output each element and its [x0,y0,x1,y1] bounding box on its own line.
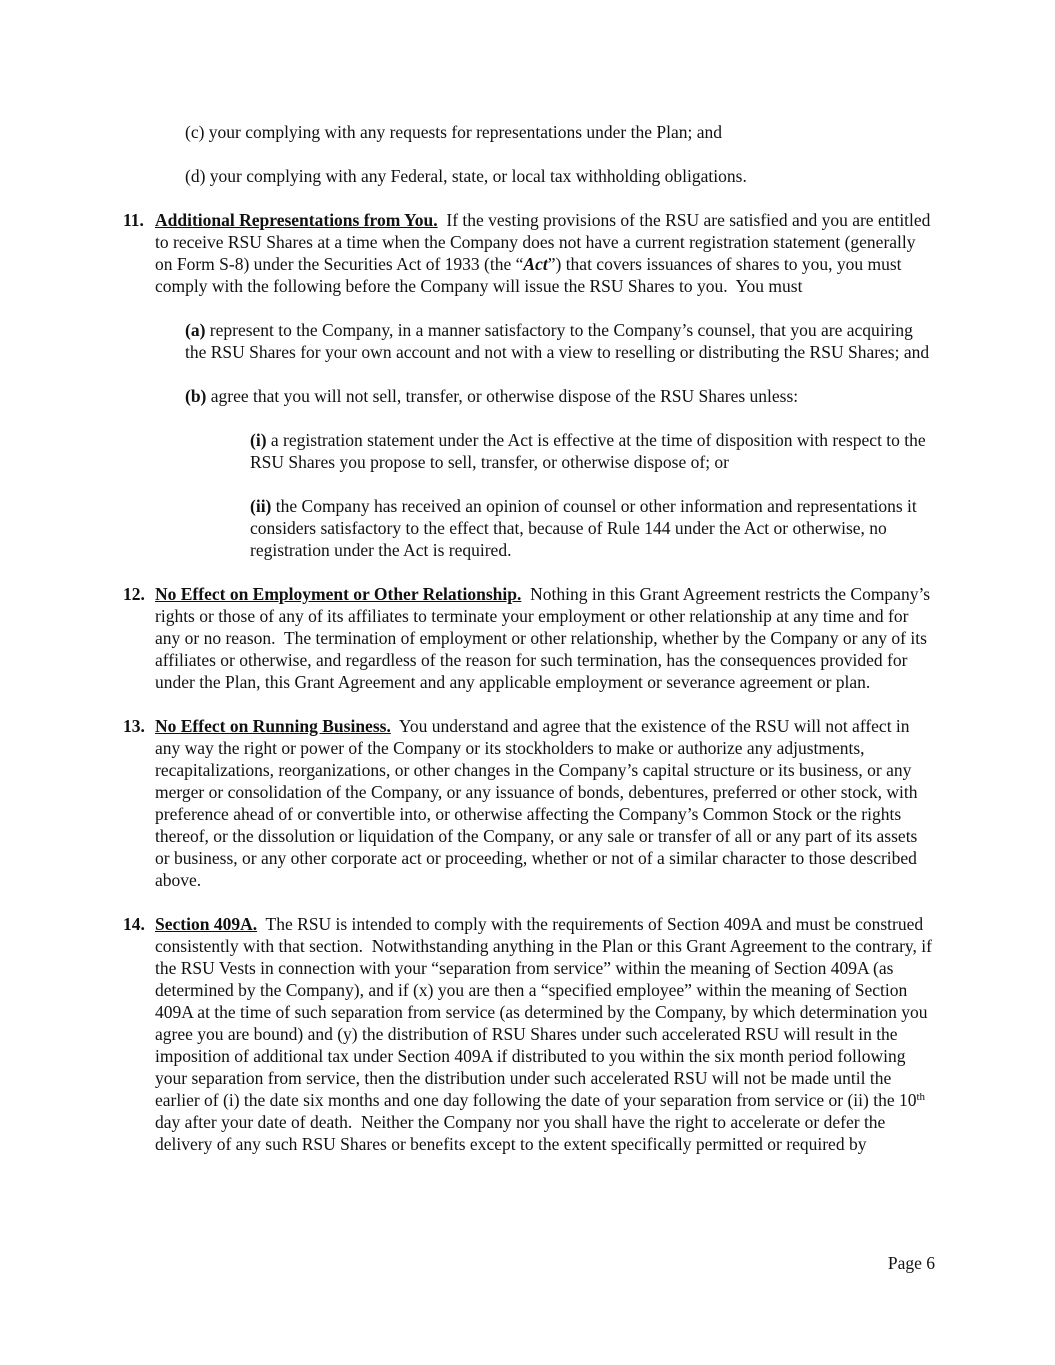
section-13-number: 13. [123,716,145,736]
sub-b-ii-marker: (ii) [250,496,272,516]
paragraph-d: (d) your complying with any Federal, state, or local tax withholding obligations. [185,166,747,186]
section-13-heading: No Effect on Running Business. [155,716,391,736]
section-11-heading: Additional Representations from You. [155,210,438,230]
section-11-sub-b-i [250,429,933,473]
section-13-body: You understand and agree that the existence of the RSU will not affect in any way the right or power of the Company or its stockholders to make or authorize any adjustments, recapitalizations, reorganizations, or other changes in the Company’s capital structure or its business, or any merger or consolidation of the Company, or any issuance of bonds, debentures, preferred or other stock, with preference ahead of or convertible into, or otherwise affecting the Company’s Common Stock or the rights thereof, or the dissolution or liquidation of the Company, or any sale or transfer of all or any part of its assets or business, or any other corporate act or proceeding, whether or not of a similar character to those described above. [155,716,922,890]
sub-b-i-text: a registration statement under the Act is effective at the time of disposition with respect to the RSU Shares you propose to sell, transfer, or otherwise dispose of; or [250,430,931,472]
paragraph-c: (c) your complying with any requests for representations under the Plan; and [185,122,723,142]
sub-a-marker: (a) [185,320,206,340]
act-defined-term: Act [523,254,548,274]
sub-b-i-marker: (i) [250,430,267,450]
section-14-body-part-2: day after your date of death. Neither the Company nor you shall have the right to accelerate or defer the delivery of any such RSU Shares or benefits except to the extent specifically permitted or required by [155,1090,930,1154]
section-14-heading: Section 409A. [155,914,258,934]
section-12-body: Nothing in this Grant Agreement restricts the Company’s rights or those of any of its affiliates to terminate your employment or other relationship at any time and for any or no reason. The termination of employment or other relationship, whether by the Company or any of its affiliates or otherwise, and regardless of the reason for such termination, has the consequences provided for under the Plan, this Grant Agreement and any applicable employment or severance agreement or plan. [155,584,935,692]
section-13 [123,715,933,891]
section-11-sub-a [185,319,933,363]
section-12-number: 12. [123,584,145,604]
section-11-body-part-1: If the vesting provisions of the RSU are satisfied and you are entitled to receive RSU Shares at a time when the Company does not have a current registration statement (generally on Form S-8) under the Securities Act of 1933 (the “ [155,210,935,274]
page-number: Page 6 [887,1253,935,1273]
sub-b-text: agree that you will not sell, transfer, or otherwise dispose of the RSU Shares unless: [206,386,799,406]
section-11-sub-b-ii [250,495,933,561]
section-14 [123,913,937,1155]
ordinal-superscript: th [916,1091,926,1103]
section-14-body-part-1: The RSU is intended to comply with the requirements of Section 409A and must be construed consistently with that section. Notwithstanding anything in the Plan or this Grant Agreement to the contrary, if the RSU Vests in connection with your “separation from service” within the meaning of Section 409A (as determined by the Company), and if (x) you are then a “specified employee” within the meaning of Section 409A at the time of such separation from service (as determined by the Company, by which determination you agree you are bound) and (y) the distribution of RSU Shares under such accelerated RSU will result in the imposition of additional tax under Section 409A if distributed to you within the six month period following your separation from service, then the distribution under such accelerated RSU will not be made until the earlier of (i) the date six months and one day following the date of your separation from service or (ii) the 10 [155,914,937,1110]
sub-b-ii-text: the Company has received an opinion of counsel or other information and representations it considers satisfactory to the effect that, because of Rule 144 under the Act or otherwise, no registration under the Act is required. [250,496,922,560]
section-14-number: 14. [123,914,145,934]
section-11-sub-b [185,385,933,407]
section-12 [123,583,933,693]
sub-b-marker: (b) [185,386,207,406]
section-11-body-part-2: ”) that covers issuances of shares to you, you must comply with the following before the Company will issue the RSU Shares to you. You must [155,254,906,296]
section-11 [123,209,933,297]
section-12-heading: No Effect on Employment or Other Relationship. [155,584,522,604]
sub-a-text: represent to the Company, in a manner satisfactory to the Company’s counsel, that you are acquiring the RSU Shares for your own account and not with a view to reselling or distributing the RSU Shares; and [185,320,930,362]
document-content [123,121,937,1177]
section-11-number: 11. [123,210,144,230]
